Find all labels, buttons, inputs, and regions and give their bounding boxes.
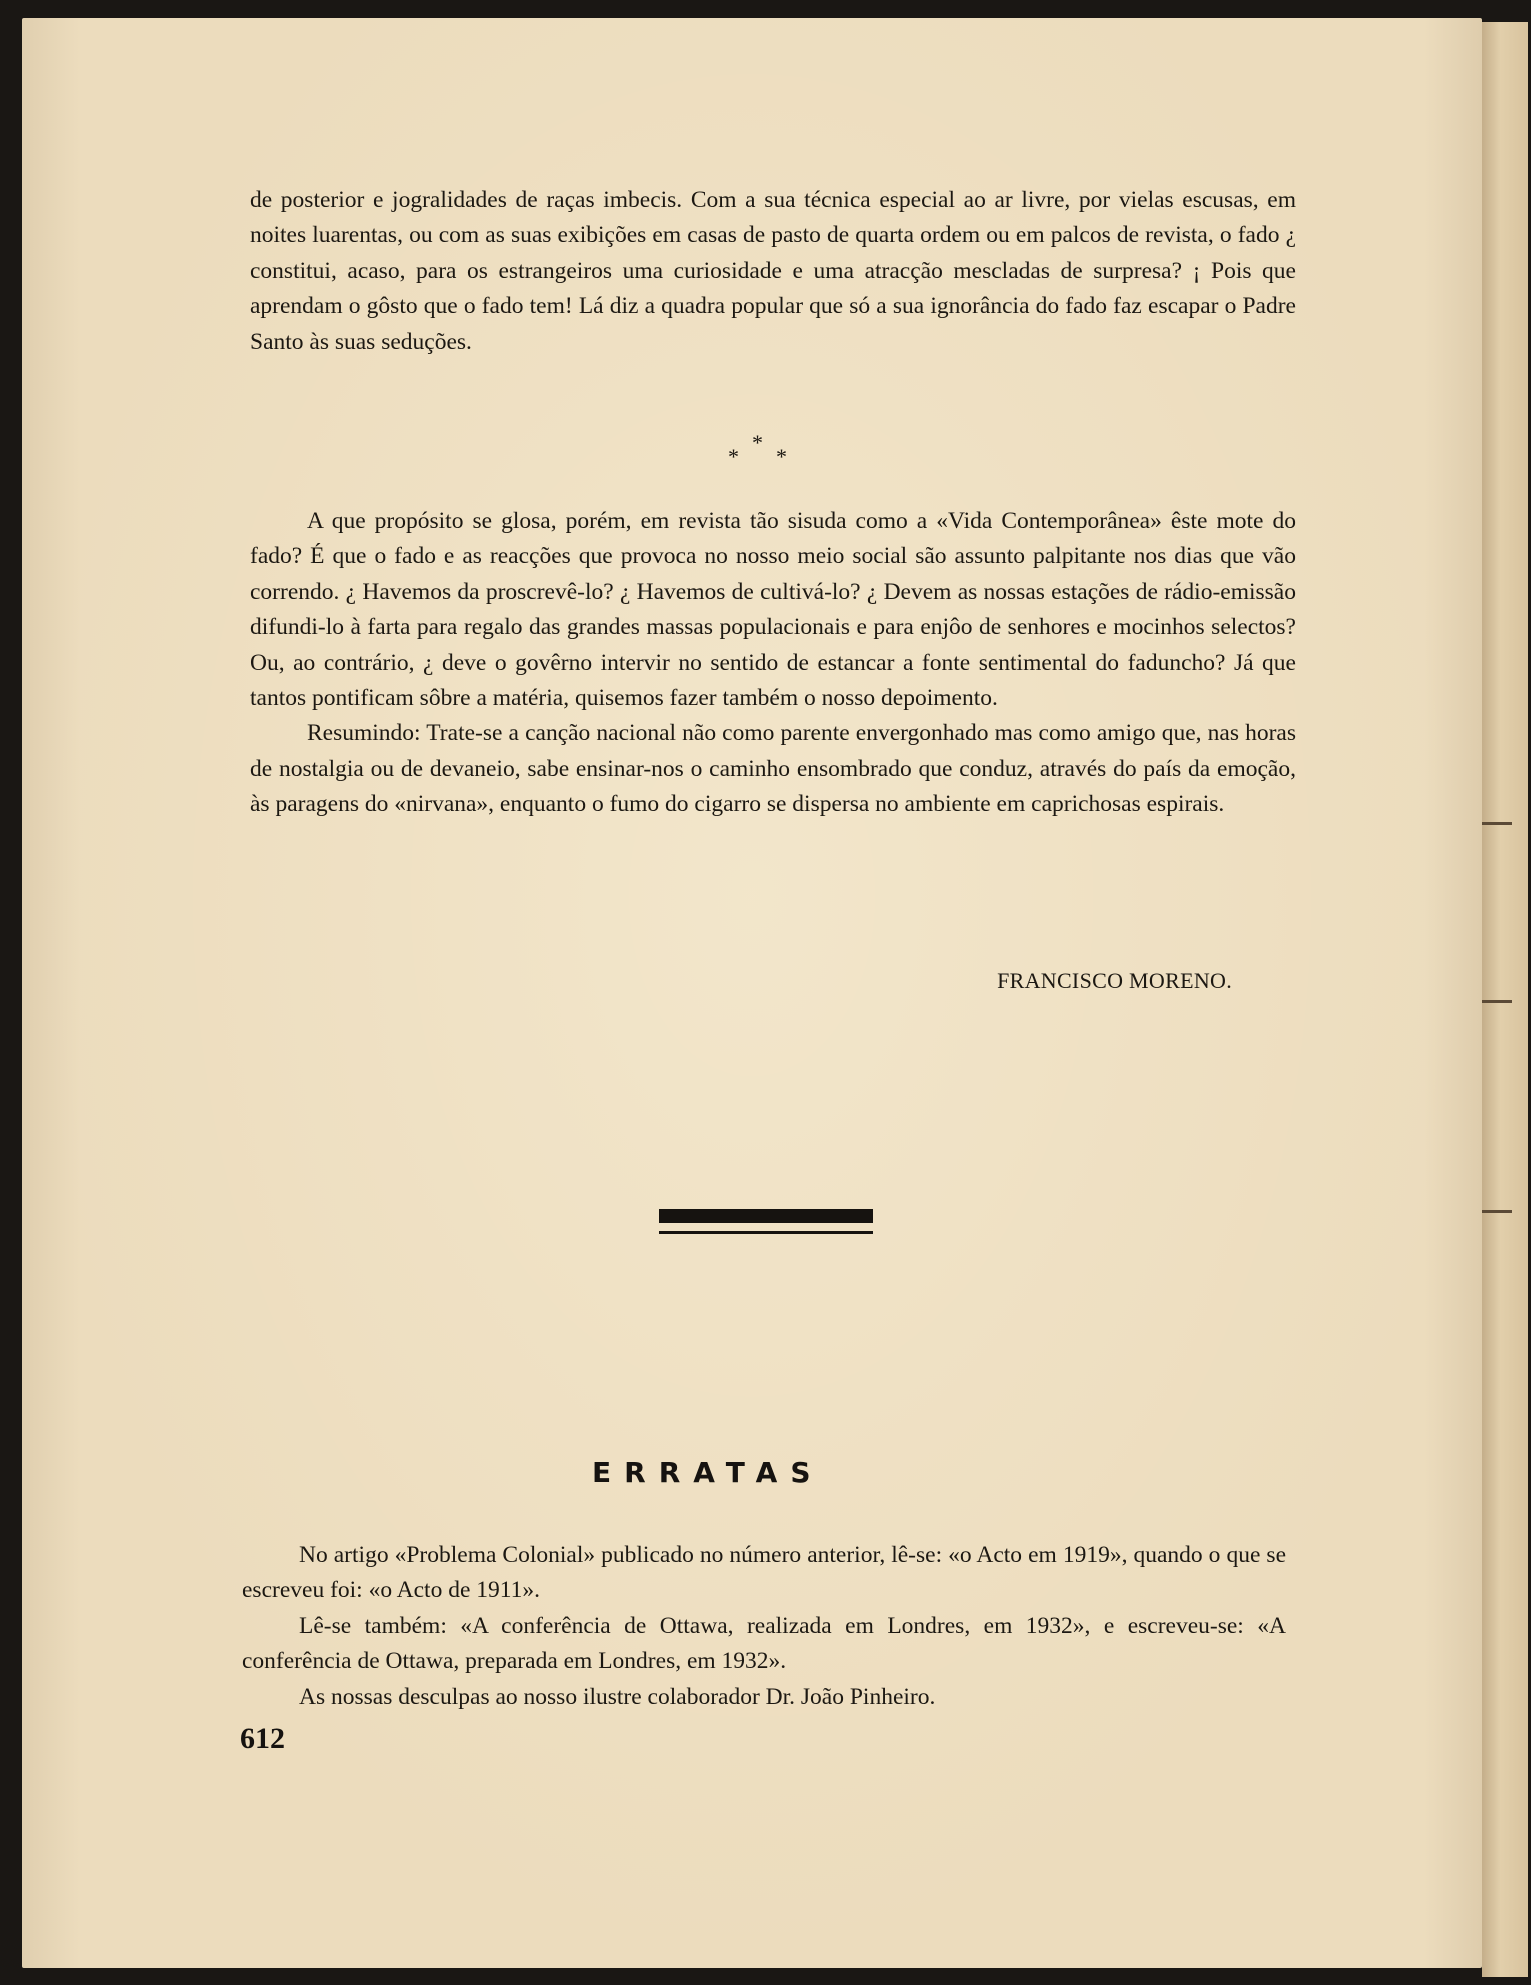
errata-paragraph: No artigo «Problema Colonial» publicado no número anterior, lê-se: «o Acto em 1919», quando o que se escreveu foi: «o Acto de 1911». (242, 1542, 1286, 1604)
section-separator (728, 430, 788, 470)
ornament-thin-line (659, 1231, 873, 1234)
ornamental-rule (659, 1209, 873, 1234)
separator-asterisk: * (776, 444, 787, 469)
article-paragraph-3: Resumindo: Trate-se a canção nacional não como parente envergonhado mas como amigo que, nas horas de nostalgia ou de devaneio, sabe ensinar-nos o caminho ensombrado que conduz, através do país da emoção, às paragens do «nirvana», enquanto o fumo do cigarro se dispersa no ambiente em caprichosas espirais. (250, 720, 1296, 818)
article-paragraph-2: A que propósito se glosa, porém, em revista tão sisuda como a «Vida Contemporânea» êste mote do fado? É que o fado e as reacções que provoca no nosso meio social são assunto palpitante nos dias que vão correndo. ¿ Havemos da proscrevê-lo? ¿ Havemos de cultivá-lo? ¿ Devem as nossas estações de rádio-emissão difundi-lo à farta para regalo das grandes massas populacionais e para enjôo de senhores e mocinhos selectos? Ou, ao contrário, ¿ deve o govêrno intervir no sentido de estancar a fonte sentimental do faduncho? Já que tantos pontificam sôbre a matéria, quisemos fazer também o nosso depoimento. (250, 508, 1296, 712)
errata-paragraph: As nossas desculpas ao nosso ilustre colaborador Dr. João Pinheiro. (299, 1683, 936, 1710)
author-signature: FRANCISCO MORENO. (997, 968, 1232, 993)
errata-body (242, 1538, 1286, 1715)
article-opening (250, 183, 1296, 360)
errata-paragraph: Lê-se também: «A conferência de Ottawa, realizada em Londres, em 1932», e escreveu-se: «A conferência de Ottawa, preparada em Londres, em 1932». (242, 1612, 1286, 1675)
article-paragraph-1: de posterior e jogralidades de raças imbecis. Com a sua técnica especial ao ar livre, por vielas escusas, em noites luarentas, ou com as suas exibições em casas de pasto de quarta ordem ou em palcos de revista, o fado ¿ constitui, acaso, para os estrangeiros uma curiosidade e uma atracção mescladas de surpresa? ¡ Pois que aprendam o gôsto que o fado tem! Lá diz a quadra popular que só a sua ignorância do fado faz escapar o Padre Santo às suas seduções. (250, 187, 1296, 355)
article-continuation (250, 504, 1296, 823)
ornament-thick-bar (659, 1209, 873, 1223)
separator-asterisk: * (728, 444, 739, 469)
page-number: 612 (240, 1722, 285, 1755)
separator-asterisk: * (752, 430, 763, 455)
errata-heading: ERRATAS (592, 1456, 824, 1489)
